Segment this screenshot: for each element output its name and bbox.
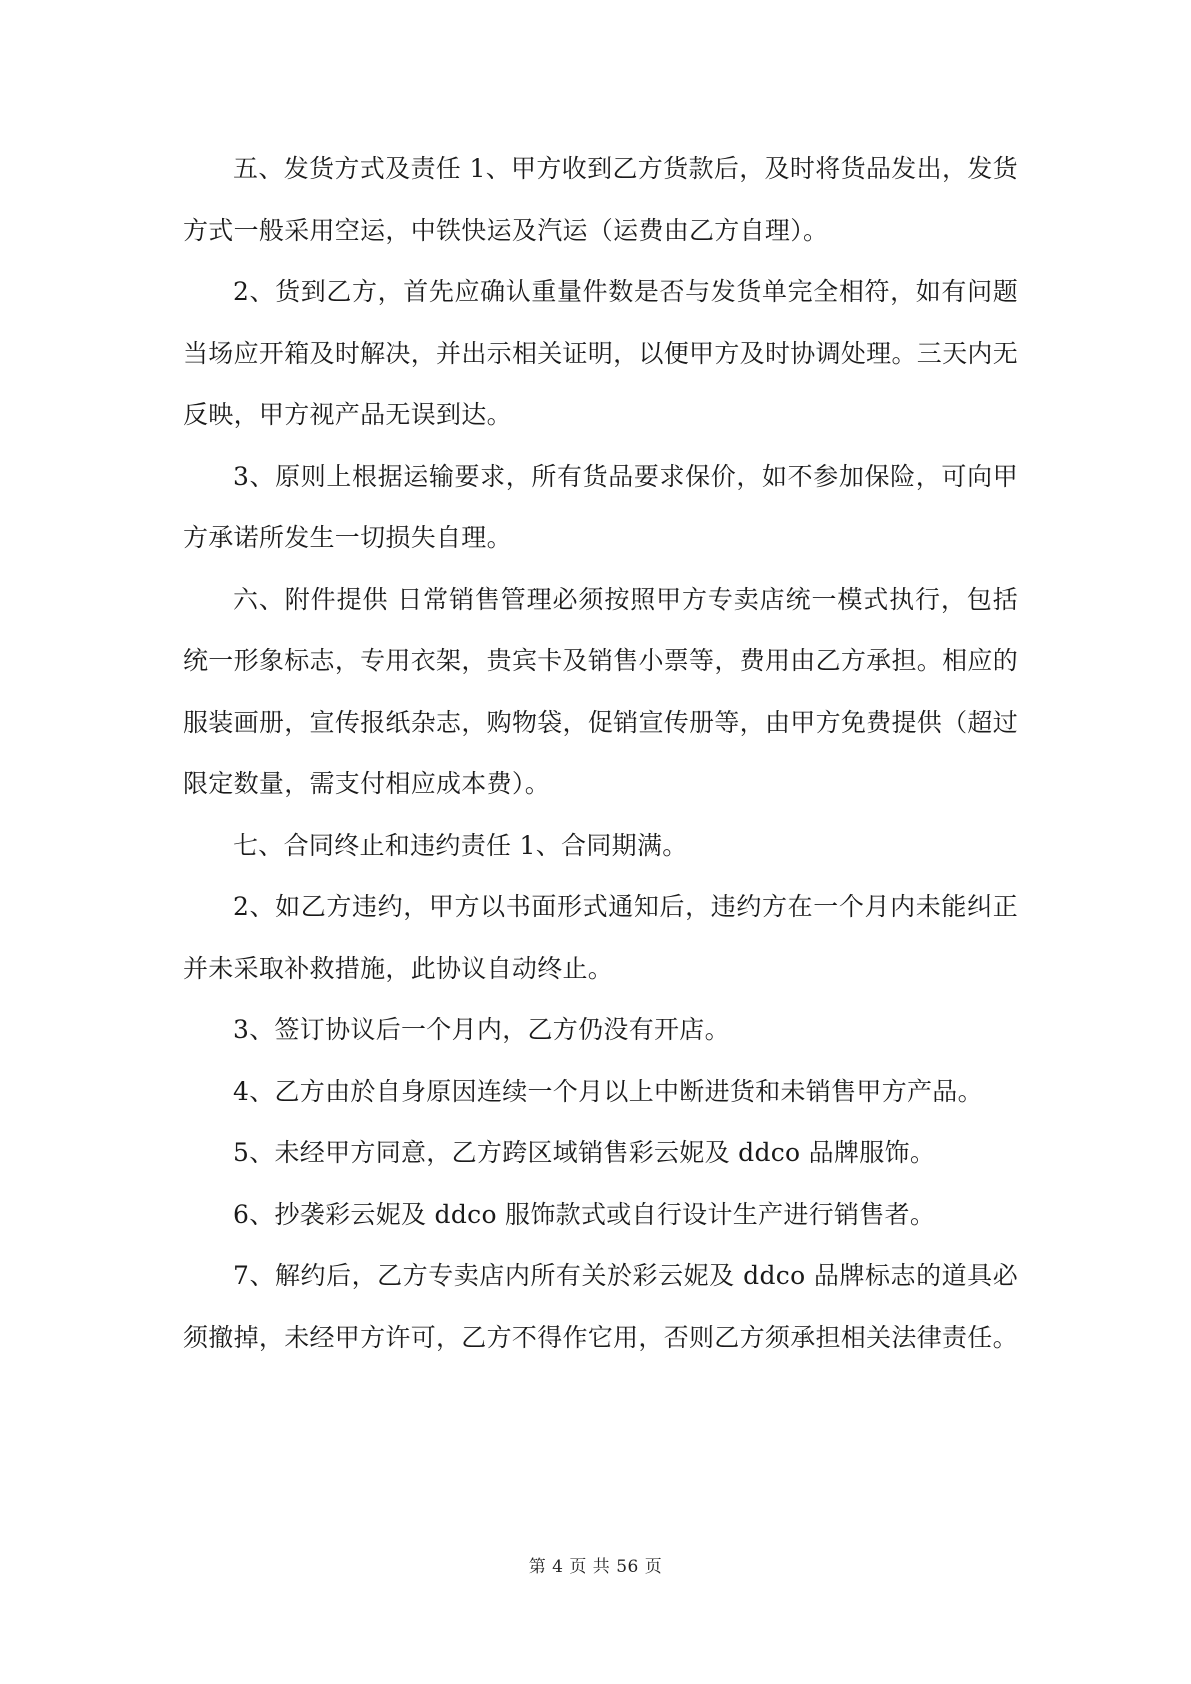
paragraph-termination: 七、合同终止和违约责任 1、合同期满。 xyxy=(233,830,688,860)
paragraph-purchase-interruption: 4、乙方由於自身原因连续一个月以上中断进货和未销售甲方产品。 xyxy=(233,1076,983,1106)
paragraph-shipping: 五、发货方式及责任 1、甲方收到乙方货款后，及时将货品发出，发货方式一般采用空运，中铁快运及汽运（运费由乙方自理）。 xyxy=(183,154,1018,245)
paragraph-breach-notice: 2、如乙方违约，甲方以书面形式通知后，违约方在一个月内未能纠正并未采取补救措施，此协议自动终止。 xyxy=(183,892,1018,983)
paragraph-cross-region-sales: 5、未经甲方同意，乙方跨区域销售彩云妮及 ddco 品牌服饰。 xyxy=(233,1138,936,1167)
paragraph-no-store-opening: 3、签订协议后一个月内，乙方仍没有开店。 xyxy=(233,1015,730,1044)
paragraph-brand-removal: 7、解约后，乙方专卖店内所有关於彩云妮及 ddco 品牌标志的道具必须撤掉，未经甲方许可，乙方不得作它用，否则乙方须承担相关法律责任。 xyxy=(183,1261,1018,1352)
paragraph-insurance: 3、原则上根据运输要求，所有货品要求保价，如不参加保险，可向甲方承诺所发生一切损失自理。 xyxy=(183,461,1018,552)
page-number-footer: 第 4 页 共 56 页 xyxy=(528,1557,663,1577)
paragraph-plagiarism: 6、抄袭彩云妮及 ddco 服饰款式或自行设计生产进行销售者。 xyxy=(233,1199,936,1229)
paragraph-delivery-check: 2、货到乙方，首先应确认重量件数是否与发货单完全相符，如有问题当场应开箱及时解决，并出示相关证明，以便甲方及时协调处理。三天内无反映，甲方视产品无误到达。 xyxy=(183,277,1018,429)
document-body xyxy=(183,138,1018,1368)
paragraph-attachments: 六、附件提供 日常销售管理必须按照甲方专卖店统一模式执行，包括统一形象标志，专用衣架，贵宾卡及销售小票等，费用由乙方承担。相应的服装画册，宣传报纸杂志，购物袋，促销宣传册等，由甲方免费提供（超过限定数量，需支付相应成本费）。 xyxy=(183,584,1018,798)
